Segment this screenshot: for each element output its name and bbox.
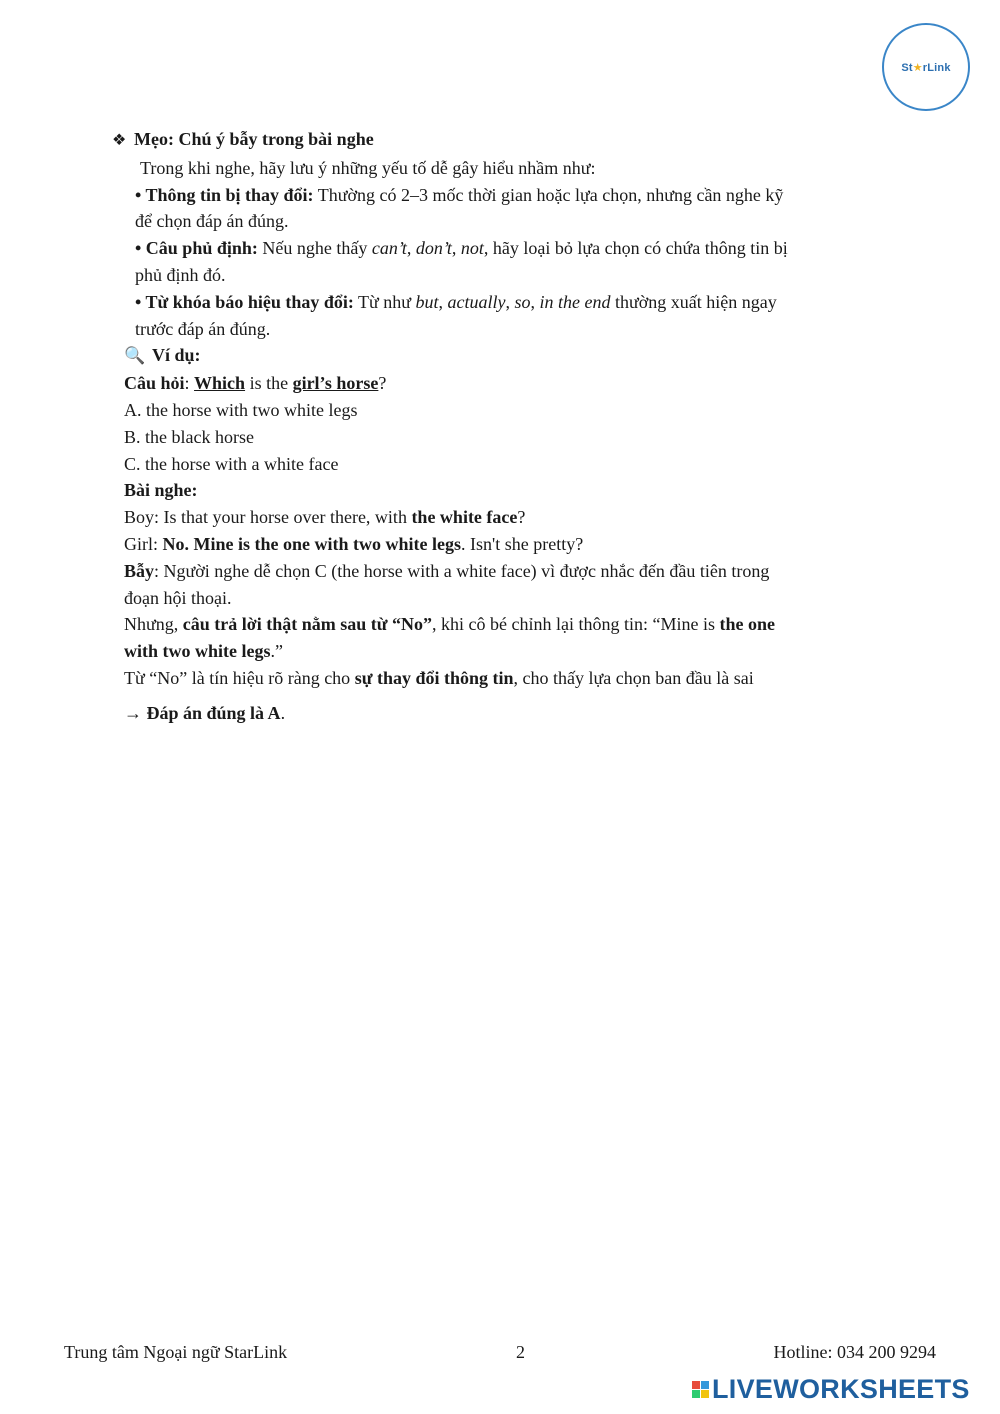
liveworksheets-watermark [692, 1374, 970, 1404]
starlink-logo-text: St★rLink [901, 61, 951, 74]
star-icon: ★ [912, 61, 923, 74]
liveworksheets-text: LIVEWORKSHEETS [712, 1373, 970, 1404]
tip-bullet-1: • Thông tin bị thay đổi: Thường có 2–3 mốc thời gian hoặc lựa chọn, nhưng cần nghe kỹ [135, 184, 784, 205]
diamond-bullet-icon: ❖ [112, 132, 127, 149]
starlink-logo [882, 23, 970, 111]
tip-heading: ❖ Mẹo: Chú ý bẫy trong bài nghe [112, 126, 872, 155]
footer-center-name: Trung tâm Ngoại ngữ StarLink [64, 1342, 288, 1362]
signal-line: Từ “No” là tín hiệu rõ ràng cho sự thay đổi thông tin, cho thấy lựa chọn ban đầu là sai [124, 667, 754, 688]
magnifier-icon: 🔍 [124, 346, 146, 366]
question-line: Câu hỏi: Which is the girl’s horse? [124, 373, 387, 394]
answer-line: → Đáp án đúng là A. [124, 702, 286, 723]
option-c: C. the horse with a white face [124, 453, 339, 474]
tip-bullet-2-cont: phủ định đó. [135, 264, 226, 285]
listening-label: Bài nghe: [124, 480, 198, 501]
option-b: B. the black horse [124, 426, 254, 447]
girl-line: Girl: No. Mine is the one with two white legs. Isn't she pretty? [124, 533, 584, 554]
tip-bullet-3-cont: trước đáp án đúng. [135, 318, 271, 339]
option-a: A. the horse with two white legs [124, 399, 358, 420]
but-line-cont: with two white legs.” [124, 641, 283, 662]
boy-line: Boy: Is that your horse over there, with the white face? [124, 507, 526, 528]
footer-hotline: Hotline: 034 200 9294 [773, 1342, 936, 1362]
but-line: Nhưng, câu trả lời thật nằm sau từ “No”, khi cô bé chỉnh lại thông tin: “Mine is the one [124, 614, 776, 635]
liveworksheets-icon [692, 1381, 709, 1398]
page-footer [64, 1342, 936, 1366]
tip-intro: Trong khi nghe, hãy lưu ý những yếu tố dễ gây hiểu nhầm như: [140, 157, 596, 178]
tip-bullet-1-cont: để chọn đáp án đúng. [135, 211, 289, 232]
page-number: 2 [516, 1342, 525, 1362]
page-content [112, 126, 872, 727]
trap-line: Bẫy: Người nghe dễ chọn C (the horse with a white face) vì được nhắc đến đầu tiên trong [124, 560, 770, 581]
trap-line-cont: đoạn hội thoại. [124, 587, 232, 608]
tip-bullet-3: • Từ khóa báo hiệu thay đổi: Từ như but, actually, so, in the end thường xuất hiện ngay [135, 291, 777, 312]
tip-bullet-2: • Câu phủ định: Nếu nghe thấy can’t, don’t, not, hãy loại bỏ lựa chọn có chứa thông tin bị [135, 238, 788, 259]
example-heading: 🔍 Ví dụ: [112, 342, 872, 370]
